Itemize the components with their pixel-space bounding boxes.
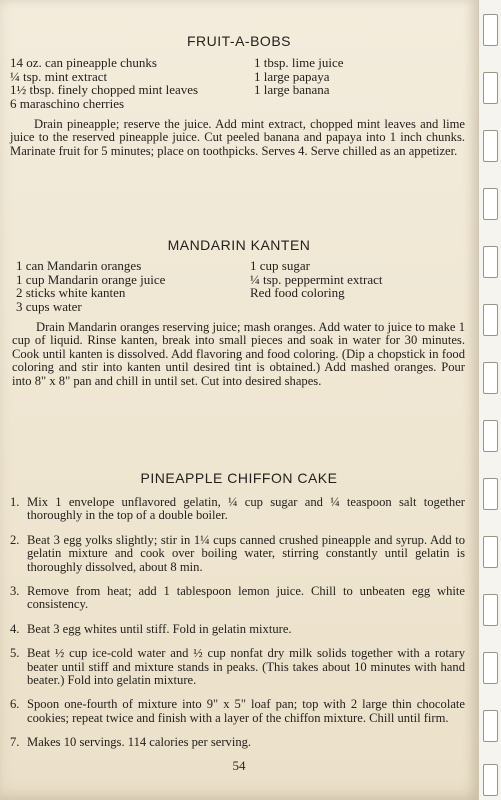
step-number: 5. <box>10 646 20 661</box>
step-number: 2. <box>10 532 20 547</box>
ingredient: 2 sticks white kanten <box>16 285 126 300</box>
binding-ring <box>483 130 498 162</box>
fruit-a-bobs-ingredients-right <box>254 56 454 97</box>
step-text: Makes 10 servings. 114 calories per serving. <box>27 735 252 750</box>
step-text: Beat ½ cup ice-cold water and ½ cup nonfat dry milk solids together with a rotary beater until stiff and mixture stands in peaks. (This takes about 10 minutes with hand beater.) Fold into gelatin mixture. <box>27 646 465 688</box>
binding-ring <box>483 652 498 684</box>
step-item <box>10 736 465 749</box>
step-item <box>10 623 465 636</box>
step-item <box>10 698 465 725</box>
step-item <box>10 585 465 612</box>
step-text: Mix 1 envelope unflavored gelatin, ¼ cup sugar and ¼ teaspoon salt together thoroughly in the top of a double boiler. <box>27 495 465 523</box>
ingredient: 1 cup sugar <box>250 258 310 273</box>
step-number: 1. <box>10 495 20 509</box>
ingredient: 1 can Mandarin oranges <box>16 258 142 273</box>
step-item <box>10 496 465 523</box>
ingredient: 1 cup Mandarin orange juice <box>16 271 166 287</box>
step-text: Spoon one-fourth of mixture into 9" x 5" loaf pan; top with 2 large thin chocolate cookies; repeat twice and finish with a layer of the chiffon mixture. Chill until firm. <box>27 697 465 725</box>
binding-ring <box>483 246 498 278</box>
ingredient: 1½ tbsp. finely chopped mint leaves <box>10 82 199 97</box>
ingredient: Red food coloring <box>250 285 345 300</box>
binding-ring <box>483 72 498 104</box>
binding-ring <box>483 304 498 336</box>
mandarin-kanten-directions: Drain Mandarin oranges reserving juice; mash oranges. Add water to juice to make 1 cup of liquid. Rinse kanten, break into small pieces and soak in water for 30 minutes. Cook until kanten is dissolved. Add flavoring and food coloring. (Dip a chopstick in food coloring and stir into kanten until desired tint is obtained.) Add mashed oranges. Pour into 8" x 8" pan and chill in until set. Cut into desired shapes. <box>12 320 465 388</box>
pineapple-chiffon-cake-title: PINEAPPLE CHIFFON CAKE <box>140 470 338 486</box>
step-number: 4. <box>10 621 20 636</box>
step-item <box>10 534 465 574</box>
binding-ring <box>483 478 498 510</box>
binding-ring <box>483 420 498 452</box>
ingredient: 14 oz. can pineapple chunks <box>10 55 157 70</box>
step-text: Beat 3 egg yolks slightly; stir in 1¼ cups canned crushed pineapple and syrup. Add to gelatin mixture and cook over boiling water, stirring constantly until gelatin is thoroughly dissolved, about 8 min. <box>27 532 465 574</box>
step-number: 3. <box>10 584 20 599</box>
step-text: Remove from heat; add 1 tablespoon lemon juice. Chill to unbeaten egg white consistency. <box>27 584 465 612</box>
page-number: 54 <box>232 758 246 773</box>
binding-ring <box>483 594 498 626</box>
pineapple-chiffon-cake-steps <box>10 496 465 750</box>
mandarin-kanten-ingredients-left <box>16 259 246 313</box>
ingredient: ¼ tsp. peppermint extract <box>250 271 383 287</box>
ingredient: 1 tbsp. lime juice <box>254 55 344 70</box>
step-number: 7. <box>10 735 20 750</box>
binding-ring <box>483 188 498 220</box>
step-item <box>10 647 465 687</box>
step-text: Beat 3 egg whites until stiff. Fold in gelatin mixture. <box>27 621 292 636</box>
binding-ring <box>483 362 498 394</box>
binding-ring <box>483 764 498 796</box>
ingredient: 1 large papaya <box>254 68 330 84</box>
mandarin-kanten-title: MANDARIN KANTEN <box>167 237 311 253</box>
ingredient: ¼ tsp. mint extract <box>10 68 108 84</box>
fruit-a-bobs-directions: Drain pineapple; reserve the juice. Add mint extract, chopped mint leaves and lime juice to the reserved pineapple juice. Cut peeled banana and papaya into 1 inch chunks. Marinate fruit for 5 minutes; place on toothpicks. Serves 4. Serve chilled as an appetizer. <box>10 117 465 158</box>
ingredient: 1 large banana <box>254 82 330 97</box>
binding-ring <box>483 710 498 742</box>
binding-ring <box>483 536 498 568</box>
mandarin-kanten-ingredients-right <box>250 259 460 300</box>
fruit-a-bobs-ingredients-left <box>10 56 250 110</box>
spiral-binding <box>478 0 501 800</box>
step-number: 6. <box>10 697 20 712</box>
fruit-a-bobs-title: FRUIT-A-BOBS <box>186 33 291 49</box>
binding-ring <box>483 14 498 46</box>
ingredient: 3 cups water <box>16 298 82 314</box>
ingredient: 6 maraschino cherries <box>10 95 125 111</box>
